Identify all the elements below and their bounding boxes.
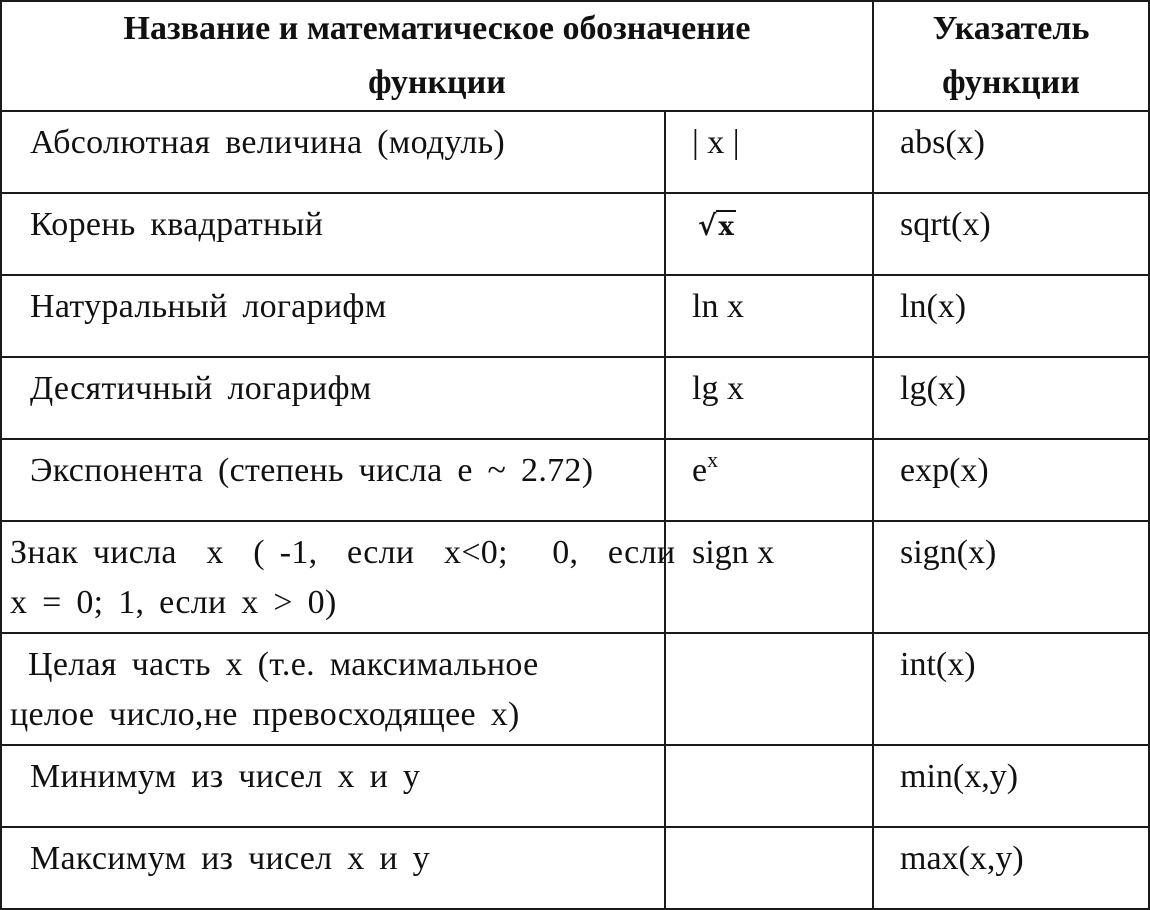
pointer-cell [873, 827, 1149, 909]
notation-cell [665, 745, 873, 827]
pointer-text: exp(x) [900, 452, 989, 489]
notation-cell [665, 111, 873, 193]
function-name: Максимум из чисел x и y [30, 840, 430, 877]
notation-text: | x | [692, 124, 740, 161]
notation-cell [665, 357, 873, 439]
pointer-cell [873, 193, 1149, 275]
pointer-cell [873, 439, 1149, 521]
table-row [1, 827, 1149, 909]
square-root-icon: √x [698, 209, 734, 242]
function-name-cell [1, 633, 665, 745]
header-name-line1: Название и математическое обозначение [123, 10, 751, 47]
function-name: Натуральный логарифм [30, 288, 387, 325]
function-name-cell [1, 439, 665, 521]
table-row [1, 193, 1149, 275]
pointer-text: ln(x) [900, 288, 967, 325]
header-pointer-line2: функции [942, 64, 1080, 101]
function-name-line2: x = 0; 1, если x > 0) [10, 584, 337, 621]
notation-cell [665, 521, 873, 633]
notation-cell [665, 439, 873, 521]
pointer-text: abs(x) [900, 124, 985, 161]
function-name-cell [1, 357, 665, 439]
function-name: Десятичный логарифм [30, 370, 372, 407]
function-name-line2: целое число,не превосходящее x) [10, 696, 520, 733]
pointer-text: min(x,y) [900, 758, 1019, 795]
header-pointer [873, 1, 1149, 111]
pointer-cell [873, 275, 1149, 357]
table-row [1, 357, 1149, 439]
pointer-cell [873, 633, 1149, 745]
function-name-cell [1, 521, 676, 633]
header-row [1, 1, 1149, 111]
pointer-text: int(x) [900, 646, 976, 683]
notation-cell [665, 827, 873, 909]
header-name-notation [1, 1, 873, 111]
header-pointer-line1: Указатель [932, 10, 1090, 47]
table-row [1, 633, 1149, 745]
function-name-cell [1, 275, 665, 357]
table-row [1, 439, 1149, 521]
notation-base: e [692, 452, 708, 489]
function-name-cell [1, 193, 665, 275]
notation-cell [665, 193, 873, 275]
pointer-text: sqrt(x) [900, 206, 991, 243]
table-row [1, 275, 1149, 357]
notation-cell [665, 275, 873, 357]
pointer-cell [873, 357, 1149, 439]
function-name: Экспонента (степень числа e ~ 2.72) [30, 452, 594, 489]
table-row [1, 521, 1149, 633]
notation-exponent: x [707, 447, 719, 472]
table-row [1, 111, 1149, 193]
pointer-text: max(x,y) [900, 840, 1024, 877]
function-name: Корень квадратный [30, 206, 324, 243]
pointer-cell [873, 745, 1149, 827]
table-row [1, 745, 1149, 827]
notation-cell [665, 633, 873, 745]
notation-text: lg x [692, 370, 744, 407]
pointer-text: lg(x) [900, 370, 967, 407]
function-name-line1: Целая часть x (т.е. максимальное [28, 646, 539, 683]
pointer-cell [873, 111, 1149, 193]
function-name-cell [1, 745, 665, 827]
function-name-cell [1, 827, 665, 909]
function-name-cell [1, 111, 665, 193]
notation-text: sign x [692, 534, 775, 571]
notation-text: ln x [692, 288, 744, 325]
function-name-line1: Знак числа x ( -1, если x<0; 0, если [10, 534, 676, 571]
radicand-text: x [718, 212, 734, 242]
header-name-line2: функции [368, 64, 506, 101]
pointer-cell [873, 521, 1149, 633]
pointer-text: sign(x) [900, 534, 997, 571]
function-name: Минимум из чисел x и y [30, 758, 421, 795]
function-name: Абсолютная величина (модуль) [30, 124, 506, 161]
